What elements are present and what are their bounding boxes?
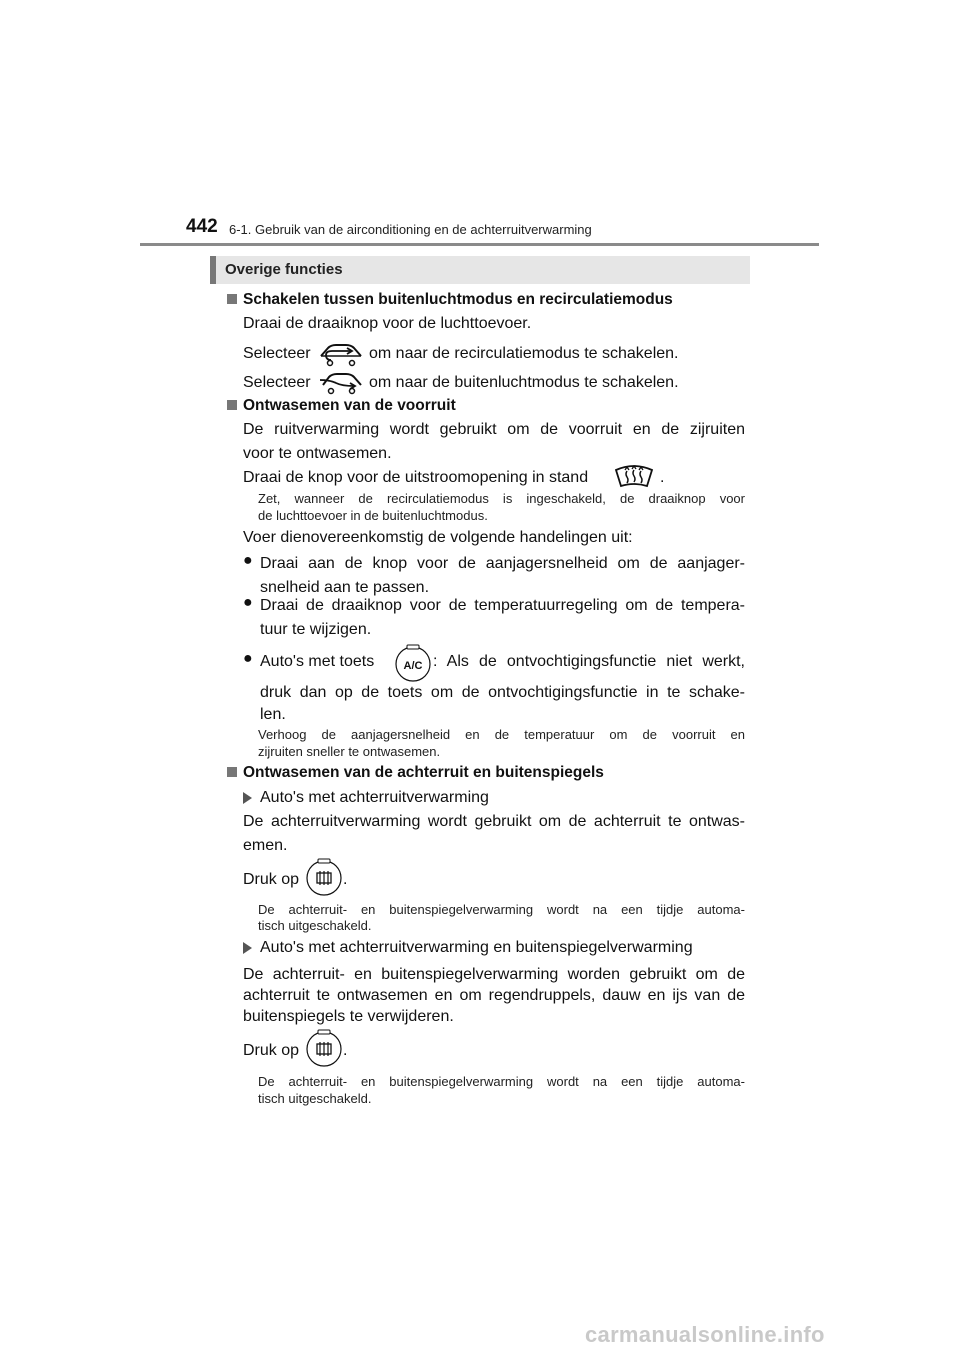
paragraph: Voer dienovereenkomstig de volgende handelingen uit: [243, 529, 633, 546]
rear-defogger-mirror-button-icon [305, 1027, 343, 1067]
paragraph-select-b: om naar de buitenluchtmodus te schakelen. [369, 374, 679, 391]
note: tisch uitgeschakeld. [258, 1091, 372, 1106]
circle-bullet-icon: ● [243, 650, 253, 667]
watermark: carmanualsonline.info [585, 1322, 825, 1347]
paragraph-mode-a: Draai de knop voor de uitstroomopening in stand [243, 469, 589, 486]
paragraph: voor te ontwasemen. [243, 445, 392, 462]
section-title: Overige functies [225, 261, 343, 278]
page-number: 442 [186, 216, 218, 237]
paragraph-select-a: Selecteer [243, 345, 311, 362]
sub-heading [243, 936, 745, 960]
list-item-text: Draai aan de knop voor de aanjagersnelheid om de aanjager- [260, 555, 745, 572]
list-item-text: tuur te wijzigen. [260, 621, 372, 638]
heading-air-mode [227, 291, 747, 311]
paragraph-press-b: . [343, 871, 348, 888]
list-item-text: snelheid aan te passen. [260, 579, 430, 596]
list-item-text: : Als de ontvochtigingsfunctie niet werkt, [433, 653, 745, 670]
list-item [243, 552, 745, 600]
paragraph: emen. [243, 837, 288, 854]
square-bullet-icon [227, 767, 237, 777]
square-bullet-icon [227, 294, 237, 304]
recirculation-mode-icon [318, 338, 364, 368]
list-item-text: Draai de draaiknop voor de temperatuurregeling om de tempera- [260, 597, 745, 614]
note: De achterruit- en buitenspiegelverwarming wordt na een tijdje automa- [258, 1074, 745, 1089]
note: zijruiten sneller te ontwasemen. [258, 744, 441, 759]
square-bullet-icon [227, 400, 237, 410]
paragraph-mode-b: . [660, 469, 665, 486]
note: De achterruit- en buitenspiegelverwarming wordt na een tijdje automa- [258, 902, 745, 917]
heading-text: Ontwasemen van de achterruit en buitenspiegels [243, 764, 604, 781]
list-item-text: len. [260, 706, 286, 723]
paragraph-select-b: om naar de recirculatiemodus te schakelen. [369, 345, 679, 362]
heading-windshield-defog [227, 397, 747, 417]
paragraph-select-a: Selecteer [243, 374, 311, 391]
section-bar-accent [210, 256, 216, 284]
sub-heading [243, 786, 745, 810]
chapter-title: 6-1. Gebruik van de airconditioning en de achterruitverwarming [229, 222, 592, 237]
ac-button-icon [394, 642, 432, 682]
list-item [243, 648, 745, 728]
heading-text: Ontwasemen van de voorruit [243, 397, 456, 414]
sub-heading-text: Auto's met achterruitverwarming [260, 789, 489, 806]
header-rule [140, 243, 819, 246]
ac-label: A/C [403, 660, 423, 672]
outside-air-mode-icon [318, 366, 364, 396]
section-bar [210, 256, 750, 284]
paragraph-press-a: Druk op [243, 871, 300, 888]
sub-heading-text: Auto's met achterruitverwarming en buitenspiegelverwarming [260, 939, 693, 956]
note: Verhoog de aanjagersnelheid en de temperatuur om de voorruit en [258, 727, 745, 742]
paragraph: Draai de draaiknop voor de luchttoevoer. [243, 315, 532, 332]
windshield-defroster-icon [613, 462, 655, 490]
paragraph-press-b: . [343, 1042, 348, 1059]
heading-rear-defog [227, 764, 747, 784]
list-item [243, 594, 745, 642]
list-item-text: druk dan op de toets om de ontvochtigingsfunctie in te schake- [260, 684, 745, 701]
paragraph: buitenspiegels te verwijderen. [243, 1008, 454, 1025]
heading-text: Schakelen tussen buitenluchtmodus en recirculatiemodus [243, 291, 673, 308]
triangle-bullet-icon [243, 942, 252, 954]
paragraph: achterruit te ontwasemen en om regendruppels, dauw en ijs van de [243, 987, 745, 1004]
note: tisch uitgeschakeld. [258, 918, 372, 933]
paragraph: De ruitverwarming wordt gebruikt om de voorruit en de zijruiten [243, 421, 745, 438]
circle-bullet-icon: ● [243, 594, 253, 611]
list-item-text: Auto's met toets [260, 653, 375, 670]
paragraph-press-a: Druk op [243, 1042, 300, 1059]
circle-bullet-icon: ● [243, 552, 253, 569]
rear-defogger-button-icon [305, 856, 343, 896]
triangle-bullet-icon [243, 792, 252, 804]
note: Zet, wanneer de recirculatiemodus is ingeschakeld, de draaiknop voor [258, 491, 745, 506]
paragraph: De achterruitverwarming wordt gebruikt om de achterruit te ontwas- [243, 813, 745, 830]
paragraph: De achterruit- en buitenspiegelverwarming worden gebruikt om de [243, 966, 745, 983]
note: de luchttoevoer in de buitenluchtmodus. [258, 508, 488, 523]
